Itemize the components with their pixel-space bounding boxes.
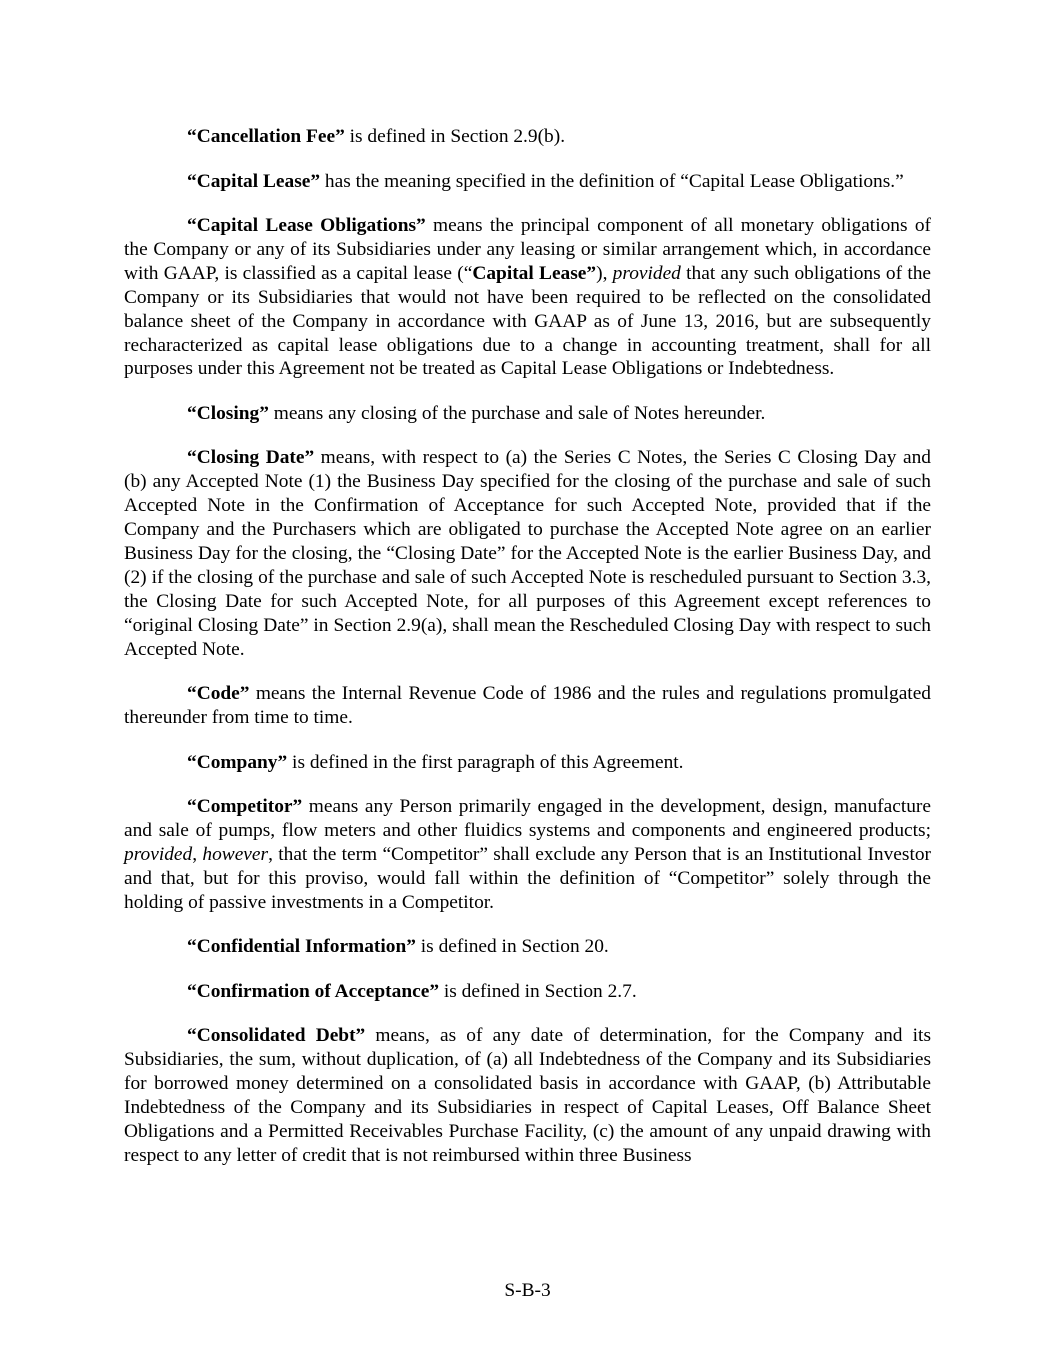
definition-text: means any closing of the purchase and sale of Notes hereunder. bbox=[268, 402, 766, 424]
definitions-body bbox=[124, 125, 931, 1188]
defined-term: “Capital Lease Obligations” bbox=[187, 215, 426, 236]
definition-text: that any such obligations of the Company or its Subsidiaries that would not have been required to be reflected on the consolidated balance sheet of the Company in accordance with GAAP as of June 13, 2016, but are subsequently recharacterized as capital lease obligations due to a change in accounting treatment, shall for all purposes under this Agreement not be treated as Capital Lease Obligations or Indebtedness. bbox=[124, 262, 932, 380]
defined-term: “Code” bbox=[187, 683, 250, 705]
defined-term: “Capital Lease” bbox=[187, 170, 321, 192]
definition-competitor bbox=[124, 795, 931, 915]
definition-company bbox=[124, 751, 931, 775]
definition-text: has the meaning specified in the definition of “Capital Lease Obligations.” bbox=[320, 170, 904, 192]
definition-cancellation-fee bbox=[124, 125, 931, 149]
definition-text: means the principal component of all monetary obligations of the Company or any of its Subsidiaries under any leasing or similar arrangement which, in accordance with GAAP, is classified as a capital lease (“ bbox=[124, 215, 931, 284]
definition-text: is defined in the first paragraph of this Agreement. bbox=[287, 751, 684, 773]
defined-term: “Confirmation of Acceptance” bbox=[187, 980, 440, 1002]
definition-text: means, with respect to (a) the Series C Notes, the Series C Closing Day and (b) any Accepted Note (1) the Business Day specified for the closing of the purchase and sale of such Accepted Note in the Confirmation of Acceptance for such Accepted Note, provided that if the Company and the Purchasers which are obligated to purchase the Accepted Note agree on an earlier Business Day for the closing, the “Closing Date” for the Accepted Note is the earlier Business Day, and (2) if the closing of the purchase and sale of such Accepted Note is rescheduled pursuant to Section 3.3, the Closing Date for such Accepted Note, for all purposes of this Agreement except references to “original Closing Date” in Section 2.9(a), shall mean the Rescheduled Closing Day with respect to such Accepted Note. bbox=[124, 447, 931, 660]
definition-confidential-information bbox=[124, 935, 931, 959]
defined-term: “Consolidated Debt” bbox=[187, 1025, 366, 1047]
definition-text: means, as of any date of determination, for the Company and its Subsidiaries, the sum, without duplication, of (a) all Indebtedness of the Company and its Subsidiaries for borrowed money determined on a consolidated basis in accordance with GAAP, (b) Attributable Indebtedness of the Company and its Subsidiaries in respect of Capital Leases, Off Balance Sheet Obligations and a Permitted Receivables Purchase Facility, (c) the amount of any unpaid drawing with respect to any letter of credit that is not reimbursed within three Business bbox=[124, 1025, 931, 1166]
proviso-emphasis: however bbox=[202, 843, 269, 865]
defined-term: “Closing” bbox=[187, 402, 269, 424]
defined-term: “Competitor” bbox=[187, 796, 303, 818]
definition-code bbox=[124, 682, 931, 730]
definition-text: is defined in Section 2.7. bbox=[439, 980, 637, 1002]
defined-term: “Confidential Information” bbox=[187, 936, 416, 958]
definition-text: , bbox=[192, 843, 203, 865]
defined-term: “Cancellation Fee” bbox=[187, 126, 345, 147]
definition-consolidated-debt bbox=[124, 1024, 931, 1167]
page-number: S-B-3 bbox=[504, 1280, 551, 1301]
definition-text: ), bbox=[596, 262, 613, 284]
proviso-emphasis: provided bbox=[612, 262, 681, 284]
definition-capital-lease-obligations bbox=[124, 214, 931, 381]
definition-closing bbox=[124, 402, 931, 426]
inline-defined-term: Capital Lease” bbox=[472, 262, 597, 284]
defined-term: “Closing Date” bbox=[187, 447, 315, 469]
definition-closing-date bbox=[124, 446, 931, 661]
defined-term: “Company” bbox=[187, 751, 288, 773]
definition-capital-lease bbox=[124, 170, 931, 194]
definition-text: is defined in Section 2.9(b). bbox=[344, 126, 566, 147]
definition-confirmation-of-acceptance bbox=[124, 980, 931, 1004]
definition-text: means any Person primarily engaged in the development, design, manufacture and sale of pumps, flow meters and other fluidics systems and components and engineered products; bbox=[124, 796, 931, 841]
definition-text: is defined in Section 20. bbox=[415, 936, 609, 958]
definition-text: , that the term “Competitor” shall exclude any Person that is an Institutional Investor and that, but for this proviso, would fall within the definition of “Competitor” solely through the holding of passive investments in a Competitor. bbox=[124, 843, 931, 913]
definition-text: means the Internal Revenue Code of 1986 and the rules and regulations promulgated thereunder from time to time. bbox=[124, 683, 931, 729]
proviso-emphasis: provided bbox=[124, 843, 193, 865]
